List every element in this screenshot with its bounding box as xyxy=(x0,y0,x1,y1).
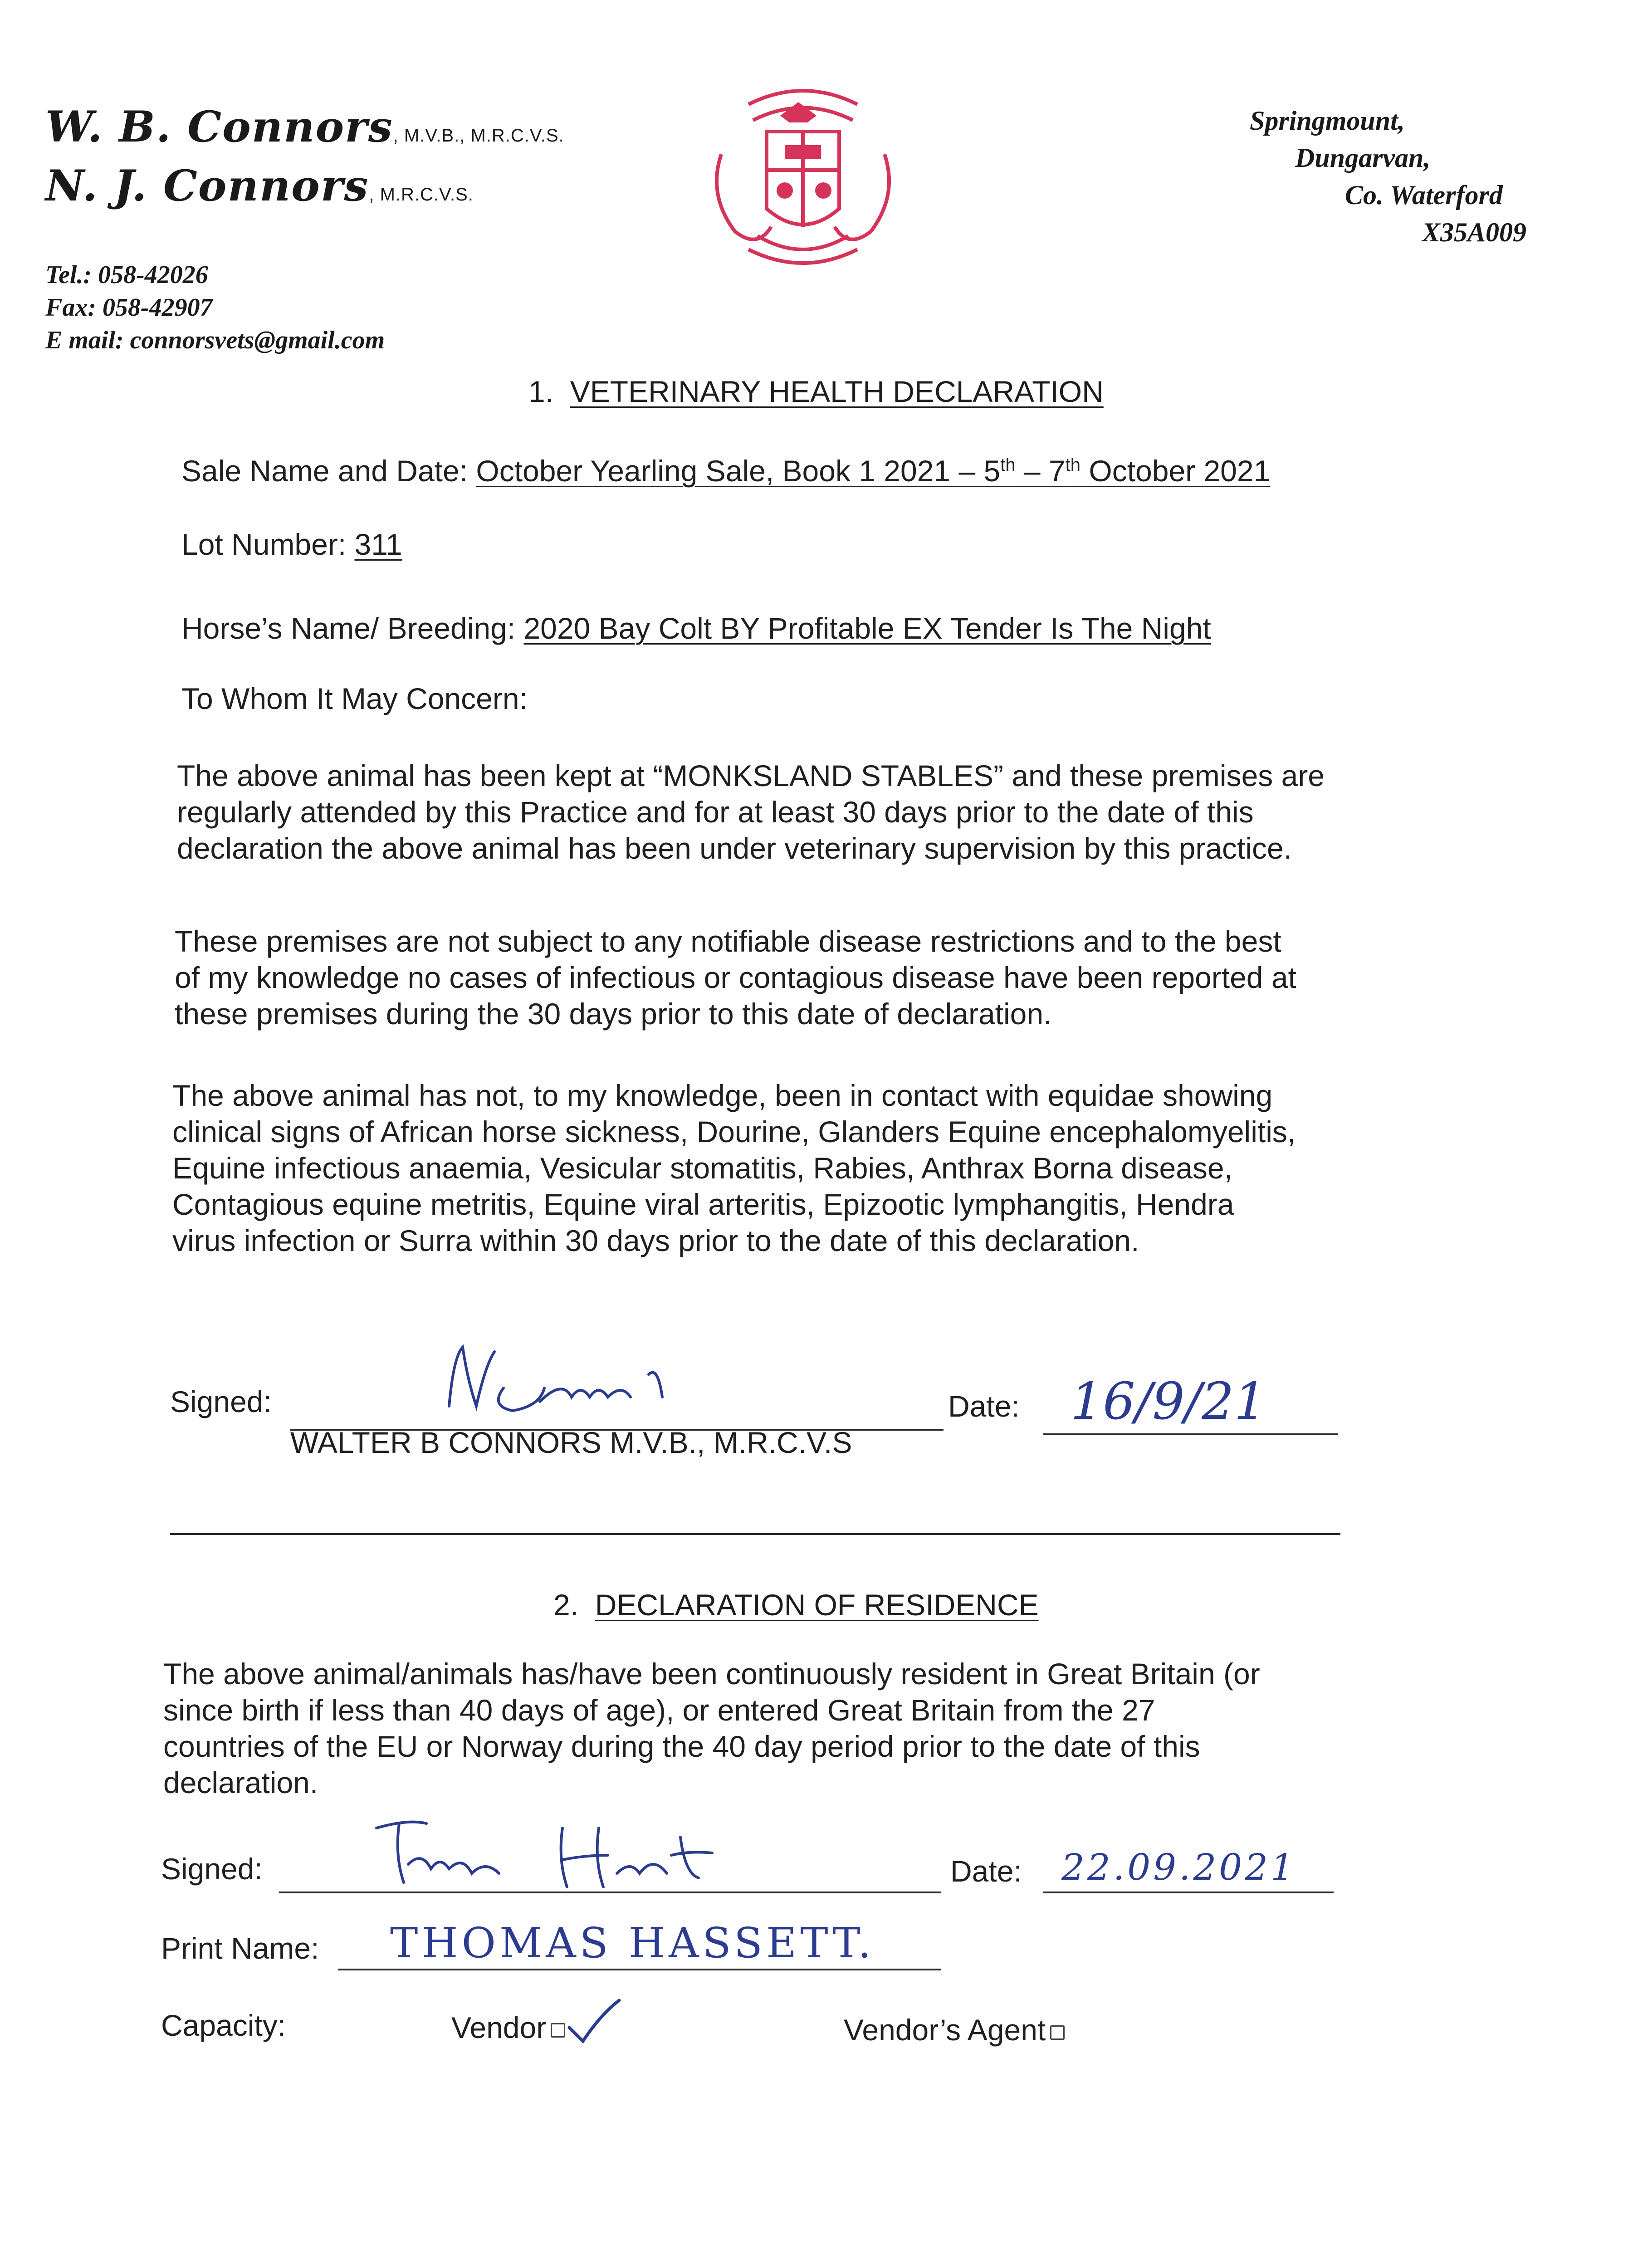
paragraph-line: countries of the EU or Norway during the 40 day period prior to the date of this xyxy=(163,1730,1200,1763)
vet-date-label: Date: xyxy=(948,1389,1020,1423)
sale-sup-a: th xyxy=(1000,455,1016,475)
vet-name-1 xyxy=(45,102,564,152)
address-line-3: Co. Waterford xyxy=(1345,180,1503,210)
lot-number-value: 311 xyxy=(354,528,402,561)
lot-number-label: Lot Number: xyxy=(181,528,355,561)
vet-signed-date: 16/9/21 xyxy=(1071,1372,1266,1431)
salutation: To Whom It May Concern: xyxy=(181,682,528,715)
section-1-heading xyxy=(528,374,1104,409)
sale-value-part-a: October Yearling Sale, Book 1 2021 – 5 xyxy=(476,454,1001,488)
vendor-signed-label: Signed: xyxy=(161,1852,263,1886)
vet-name-2-text: N. J. Connors xyxy=(45,161,369,211)
paragraph-line: virus infection or Surra within 30 days prior to the date of this declaration. xyxy=(172,1224,1139,1257)
phone-number: Tel.: 058-42026 xyxy=(45,261,208,289)
paragraph-line: regularly attended by this Practice and for at least 30 days prior to the date of this xyxy=(177,795,1254,829)
address-block xyxy=(1250,102,1526,251)
sale-name-row xyxy=(181,447,1270,489)
sale-value-part-c: October 2021 xyxy=(1081,454,1271,488)
vet-name-2 xyxy=(45,161,474,211)
vet-name-1-text: W. B. Connors xyxy=(45,102,393,152)
paragraph-line: these premises during the 30 days prior to this date of declaration. xyxy=(175,997,1052,1031)
paragraph-line: since birth if less than 40 days of age), or entered Great Britain from the 27 xyxy=(163,1693,1155,1727)
address-line-4: X35A009 xyxy=(1422,217,1527,247)
vet-date-line xyxy=(1043,1433,1338,1435)
paragraph-line: declaration. xyxy=(163,1766,318,1799)
paragraph-equidae-contact xyxy=(172,1077,1296,1259)
sale-value-part-b: – 7 xyxy=(1015,454,1066,488)
paragraph-line: Contagious equine metritis, Equine viral arteritis, Epizootic lymphangitis, Hendra xyxy=(172,1188,1234,1221)
paragraph-line: declaration the above animal has been under veterinary supervision by this practice. xyxy=(177,831,1292,865)
section-divider xyxy=(170,1533,1340,1535)
print-name-value: THOMAS HASSETT. xyxy=(390,1919,875,1967)
vet-signatory-name: WALTER B CONNORS M.V.B., M.R.C.V.S xyxy=(290,1426,852,1459)
horse-breeding-value: 2020 Bay Colt BY Profitable EX Tender Is The Night xyxy=(523,611,1211,645)
vet-signature-image xyxy=(435,1338,689,1429)
horse-breeding-label: Horse’s Name/ Breeding: xyxy=(181,611,524,645)
vendor-option-label: Vendor xyxy=(451,2011,547,2044)
vendor-date-line xyxy=(1043,1892,1334,1893)
paragraph-line: Equine infectious anaemia, Vesicular stomatitis, Rabies, Anthrax Borna disease, xyxy=(172,1151,1232,1185)
paragraph-line: of my knowledge no cases of infectious or contagious disease have been reported at xyxy=(175,961,1296,994)
lot-number-row xyxy=(181,526,402,562)
section-2-number: 2. xyxy=(553,1588,579,1622)
section-2-heading xyxy=(553,1588,1039,1622)
vendor-option[interactable] xyxy=(451,2009,565,2046)
vendor-date-label: Date: xyxy=(950,1854,1022,1888)
vendor-agent-option[interactable] xyxy=(844,2012,1065,2048)
vendor-signed-date: 22.09.2021 xyxy=(1061,1846,1297,1888)
paragraph-disease-restrictions xyxy=(175,923,1296,1032)
paragraph-line: The above animal has not, to my knowledge, been in contact with equidae showing xyxy=(172,1079,1273,1112)
section-1-number: 1. xyxy=(528,375,554,408)
paragraph-line: clinical signs of African horse sickness, Dourine, Glanders Equine encephalomyelitis, xyxy=(172,1115,1296,1149)
address-line-2: Dungarvan, xyxy=(1295,143,1431,173)
paragraph-residence xyxy=(163,1656,1260,1801)
capacity-label: Capacity: xyxy=(161,2009,286,2042)
section-2-title: DECLARATION OF RESIDENCE xyxy=(595,1588,1039,1622)
vet-quals-2: , M.R.C.V.S. xyxy=(369,185,474,205)
vet-signed-label: Signed: xyxy=(170,1385,272,1418)
fax-number: Fax: 058-42907 xyxy=(45,293,213,322)
vendor-checkbox[interactable] xyxy=(551,2023,565,2038)
print-name-label: Print Name: xyxy=(161,1931,319,1965)
vendor-agent-option-label: Vendor’s Agent xyxy=(844,2013,1046,2047)
contact-block xyxy=(45,259,385,357)
sale-name-label: Sale Name and Date: xyxy=(181,454,476,488)
vendor-signature-image xyxy=(354,1810,753,1896)
vet-quals-1: , M.V.B., M.R.C.V.S. xyxy=(393,126,564,146)
paragraph-line: These premises are not subject to any notifiable disease restrictions and to the best xyxy=(175,924,1281,958)
paragraph-premises xyxy=(177,758,1325,866)
practice-crest-logo xyxy=(694,77,912,281)
paragraph-line: The above animal/animals has/have been continuously resident in Great Britain (or xyxy=(163,1657,1260,1691)
print-name-line xyxy=(338,1969,941,1970)
vendor-agent-checkbox[interactable] xyxy=(1050,2025,1065,2040)
vendor-check-mark-icon xyxy=(565,1996,624,2046)
sale-name-value xyxy=(476,454,1270,488)
horse-breeding-row xyxy=(181,610,1211,646)
sale-sup-b: th xyxy=(1065,455,1081,475)
address-line-1: Springmount, xyxy=(1250,106,1405,136)
paragraph-line: The above animal has been kept at “MONKSLAND STABLES” and these premises are xyxy=(177,759,1325,792)
section-1-title: VETERINARY HEALTH DECLARATION xyxy=(570,375,1104,408)
email-address: E mail: connorsvets@gmail.com xyxy=(45,326,385,354)
